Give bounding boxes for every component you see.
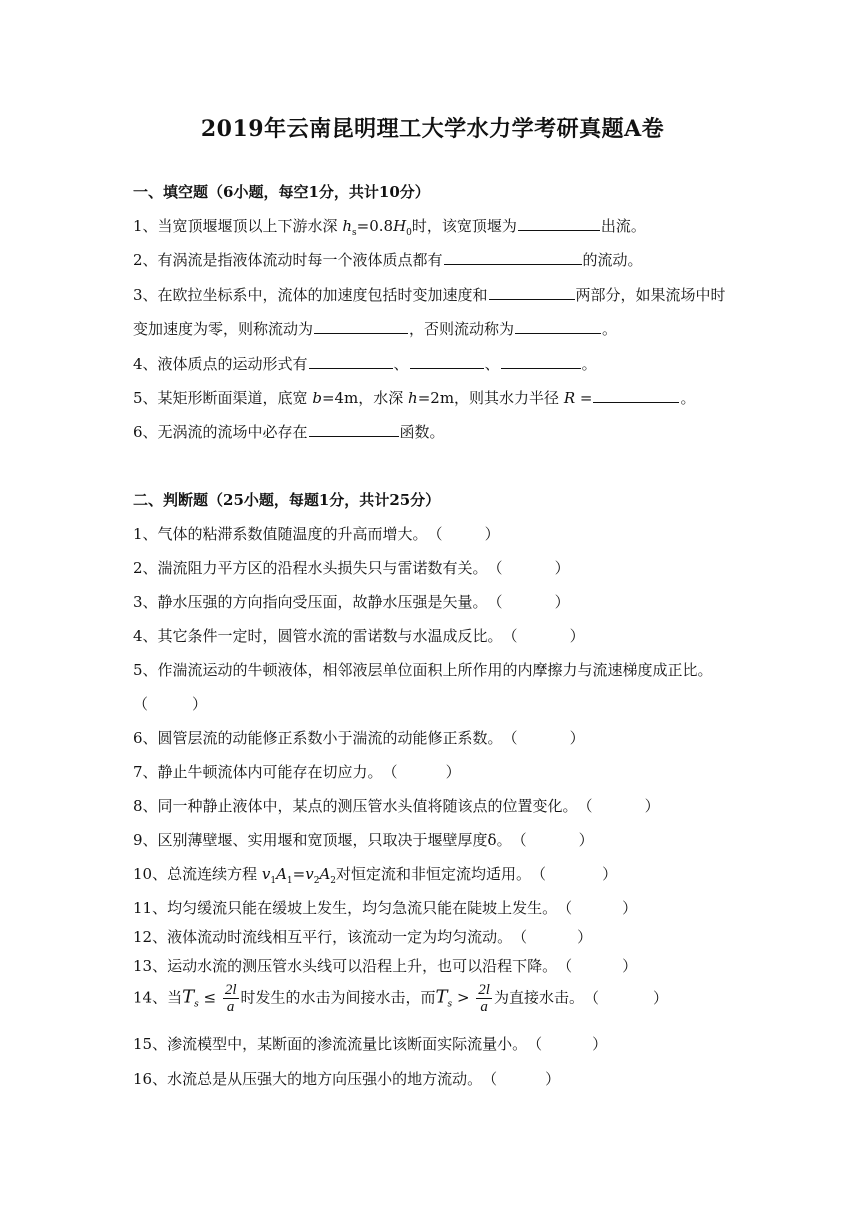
answer-paren[interactable]: （ ） xyxy=(527,1035,608,1053)
answer-paren[interactable]: （ ） xyxy=(482,1070,561,1088)
answer-paren[interactable]: （ ） xyxy=(557,899,638,917)
fill-question-4: 4、液体质点的运动形式有 、 、 。 xyxy=(133,355,597,373)
answer-paren[interactable]: （ ） xyxy=(487,559,570,577)
judge-question-1: 1、气体的粘滞系数值随温度的升高而增大。（ ） xyxy=(133,525,500,543)
answer-paren[interactable]: （ ） xyxy=(427,525,500,543)
answer-paren[interactable]: （ ） xyxy=(382,763,461,781)
answer-paren[interactable]: （ ） xyxy=(502,627,585,645)
answer-paren[interactable]: （ ） xyxy=(583,988,668,1007)
judge-question-4: 4、其它条件一定时，圆管水流的雷诺数与水温成反比。（ ） xyxy=(133,627,585,645)
judge-question-8: 8、同一种静止液体中，某点的测压管水头值将随该点的位置变化。（ ） xyxy=(133,797,660,815)
answer-blank[interactable] xyxy=(501,353,581,369)
judge-question-5-paren xyxy=(133,693,207,714)
fraction-2l-over-a: $\frac{2l}{a}$ xyxy=(224,982,237,1015)
fill-question-2: 2、有涡流是指液体流动时每一个液体质点都有 的流动。 xyxy=(133,251,643,269)
answer-blank[interactable] xyxy=(309,353,393,369)
answer-paren[interactable]: （ ） xyxy=(577,797,660,815)
judge-question-16: 16、水流总是从压强大的地方向压强小的地方流动。（ ） xyxy=(133,1070,561,1088)
judge-question-10: 10、总流连续方程 $v_1A_1=v_2A_2$对恒定流和非恒定流均适用。（ ） xyxy=(133,865,618,886)
fill-question-6: 6、无涡流的流场中必存在 函数。 xyxy=(133,423,445,441)
fill-question-1: 1、当宽顶堰堰顶以上下游水深 $h_s=0.8H_0$时，该宽顶堰为 出流。 xyxy=(133,217,646,238)
judge-question-7: 7、静止牛顿流体内可能存在切应力。（ ） xyxy=(133,763,461,781)
answer-blank[interactable] xyxy=(314,318,408,334)
judge-question-6: 6、圆管层流的动能修正系数小于湍流的动能修正系数。（ ） xyxy=(133,729,585,747)
judge-question-13: 13、运动水流的测压管水头线可以沿程上升，也可以沿程下降。（ ） xyxy=(133,957,638,975)
answer-blank[interactable] xyxy=(593,387,679,403)
judge-question-12: 12、液体流动时流线相互平行，该流动一定为均匀流动。（ ） xyxy=(133,928,593,946)
answer-blank[interactable] xyxy=(444,249,582,265)
judge-question-2: 2、湍流阻力平方区的沿程水头损失只与雷诺数有关。（ ） xyxy=(133,559,570,577)
fraction-2l-over-a: $\frac{2l}{a}$ xyxy=(478,982,490,1015)
judge-question-14: 14、当$T_s$ ≤ $\frac{2l}{a}$ 时发生的水击为间接水击，而$T_s$ > $\frac{2l}{a}$ 为直接水击。（ ） xyxy=(133,982,668,1015)
answer-paren[interactable]: （ ） xyxy=(487,593,570,611)
fill-question-5: 5、某矩形断面渠道，底宽 b=4m，水深 h=2m，则其水力半径 R = 。 xyxy=(133,389,696,407)
answer-paren[interactable]: （ ） xyxy=(512,928,593,946)
page-title: 2019年云南昆明理工大学水力学考研真题A卷 xyxy=(200,116,665,142)
answer-paren[interactable]: （ ） xyxy=(511,831,594,849)
answer-blank[interactable] xyxy=(515,318,601,334)
answer-paren[interactable]: （ ） xyxy=(133,695,208,713)
answer-paren[interactable]: （ ） xyxy=(531,865,618,883)
judge-question-9: 9、区别薄壁堰、实用堰和宽顶堰，只取决于堰壁厚度δ。（ ） xyxy=(133,831,594,849)
answer-paren[interactable]: （ ） xyxy=(557,957,638,975)
fill-question-3: 3、在欧拉坐标系中，流体的加速度包括时变加速度和 两部分，如果流场中时 xyxy=(133,286,726,304)
fill-question-3-cont: 变加速度为零，则称流动为 ，否则流动称为 。 xyxy=(133,320,618,338)
judge-question-3: 3、静水压强的方向指向受压面，故静水压强是矢量。（ ） xyxy=(133,593,570,611)
answer-paren[interactable]: （ ） xyxy=(502,729,585,747)
answer-blank[interactable] xyxy=(518,215,600,231)
judge-question-11: 11、均匀缓流只能在缓坡上发生，均匀急流只能在陡坡上发生。（ ） xyxy=(133,899,638,917)
section2-heading: 二、判断题（25小题，每题1分，共计25分） xyxy=(133,491,441,509)
answer-blank[interactable] xyxy=(489,284,575,300)
judge-question-5: 5、作湍流运动的牛顿液体，相邻液层单位面积上所作用的内摩擦力与流速梯度成正比。 xyxy=(133,661,713,679)
answer-blank[interactable] xyxy=(410,353,484,369)
answer-blank[interactable] xyxy=(309,421,399,437)
section1-heading: 一、填空题（6小题，每空1分，共计10分） xyxy=(133,183,430,201)
judge-question-15: 15、渗流模型中，某断面的渗流流量比该断面实际流量小。（ ） xyxy=(133,1035,608,1053)
